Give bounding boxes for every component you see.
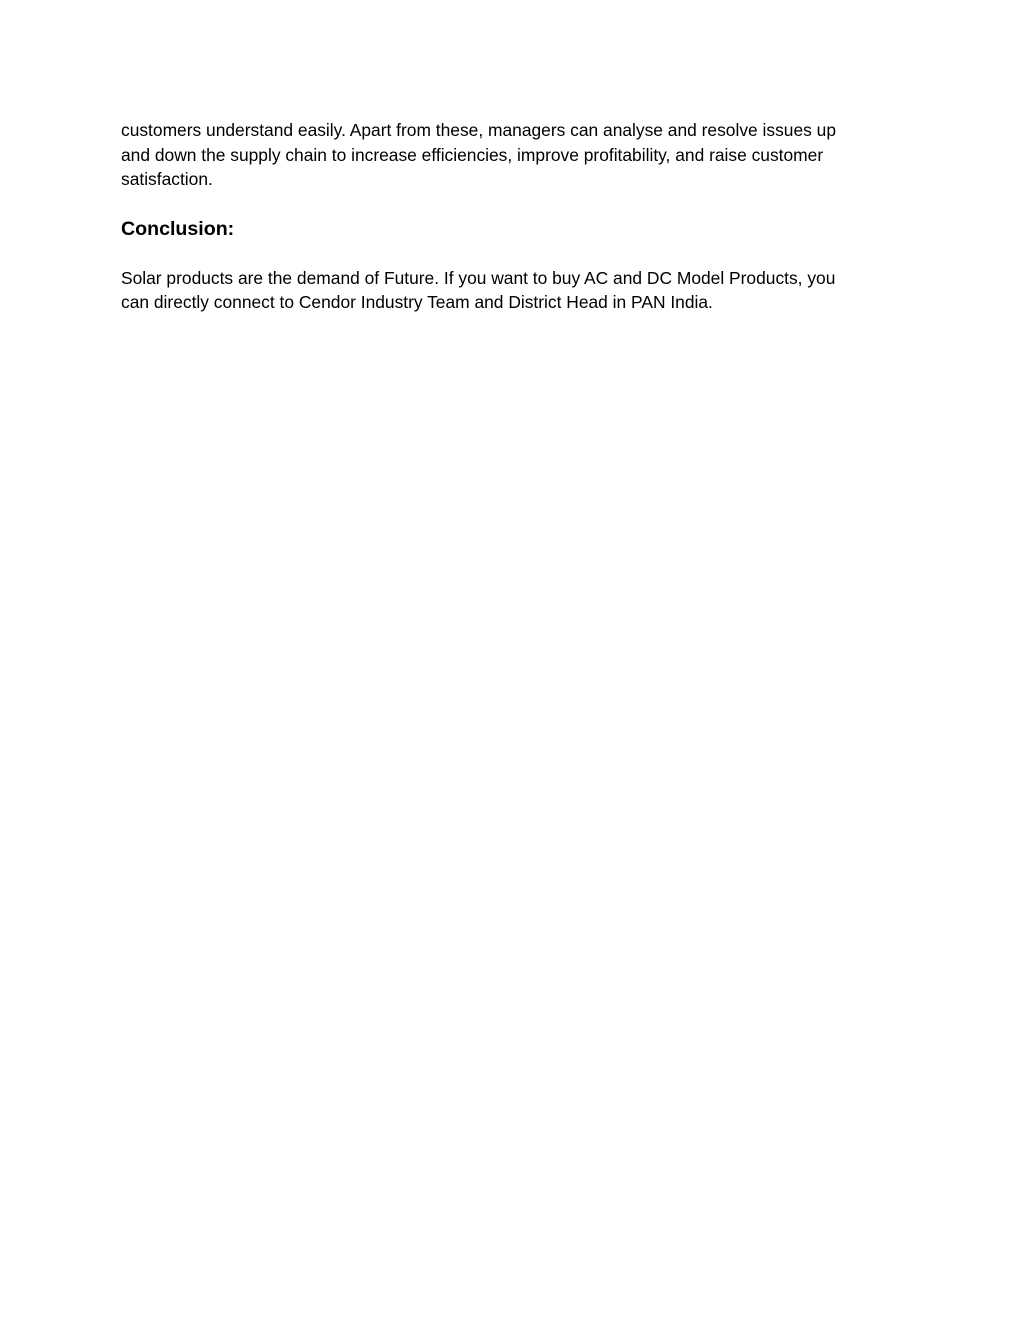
conclusion-paragraph <box>121 266 891 315</box>
paragraph-line: Solar products are the demand of Future. If you want to buy AC and DC Model Products, you <box>121 267 836 288</box>
paragraph-line: and down the supply chain to increase efficiencies, improve profitability, and raise customer <box>121 144 824 165</box>
paragraph-line: satisfaction. <box>121 169 213 189</box>
conclusion-heading: Conclusion: <box>121 217 235 240</box>
document-body <box>121 118 891 315</box>
intro-paragraph <box>121 118 891 192</box>
paragraph-line: can directly connect to Cendor Industry Team and District Head in PAN India. <box>121 292 713 312</box>
paragraph-line: customers understand easily. Apart from these, managers can analyse and resolve issues up <box>121 120 837 140</box>
